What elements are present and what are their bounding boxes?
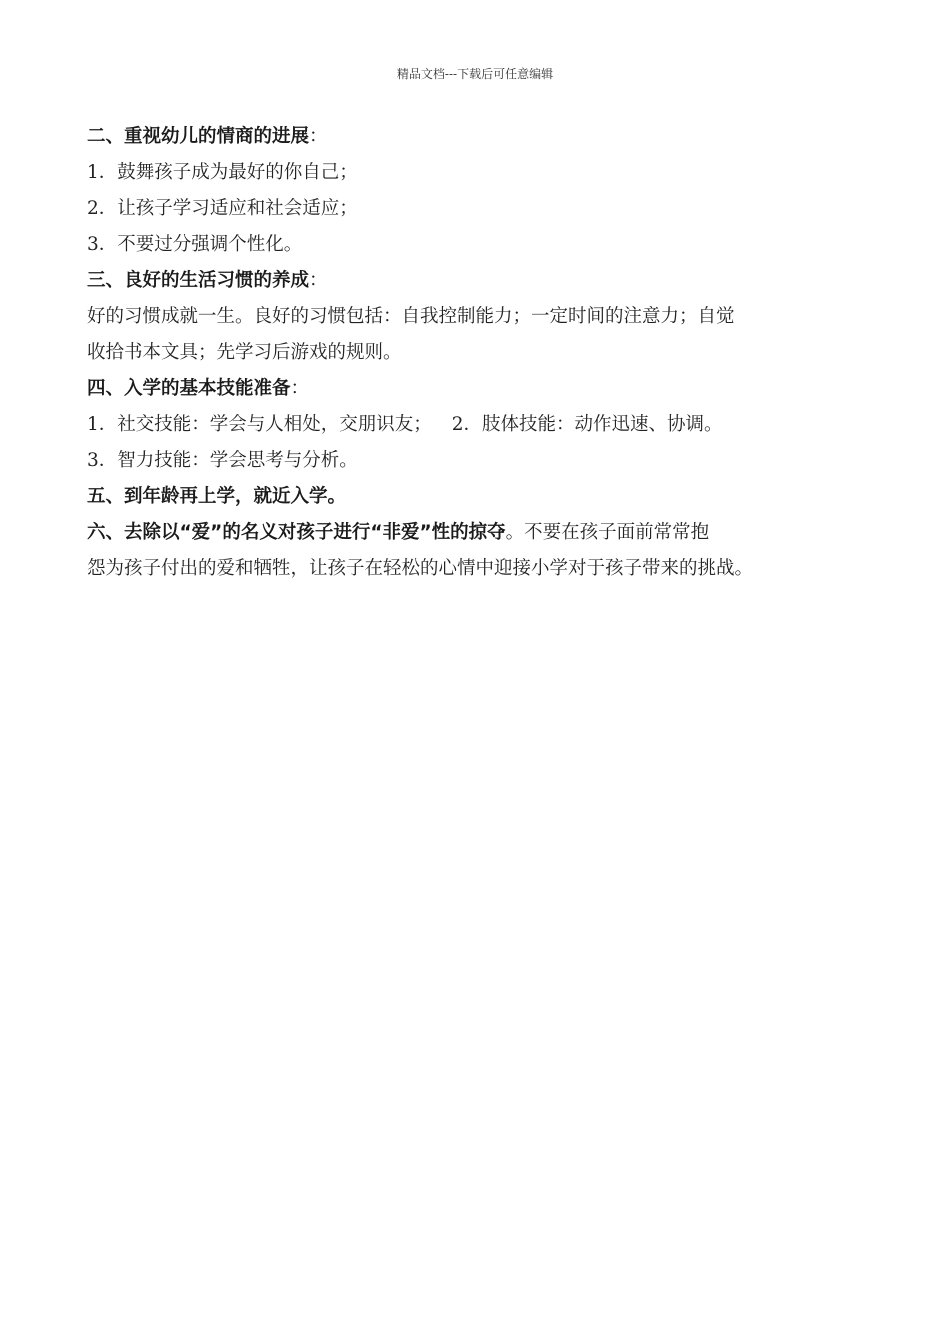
section-4-heading-text: 四、入学的基本技能准备	[87, 378, 291, 399]
section-3-heading-colon: ：	[309, 270, 328, 291]
section-4-heading	[87, 371, 862, 407]
section-2-item-3: 3．不要过分强调个性化。	[87, 234, 303, 255]
section-6-line-1	[87, 515, 862, 551]
section-3-paragraph-line-2: 收拾书本文具；先学习后游戏的规则。	[87, 342, 402, 363]
page-header: 精品文档---下载后可任意编辑	[396, 67, 554, 81]
section-3-paragraph-line-1: 好的习惯成就一生。良好的习惯包括：自我控制能力；一定时间的注意力；自觉	[87, 306, 735, 327]
section-4-heading-colon: ：	[290, 378, 310, 399]
section-2-item-1: 1．鼓舞孩子成为最好的你自己；	[87, 162, 358, 183]
section-4-item-1: 1．社交技能：学会与人相处，交朋识友；	[87, 414, 432, 435]
section-6-heading: 六、去除以“爱”的名义对孩子进行“非爱”性的掠夺	[87, 522, 506, 543]
section-3-heading-text: 三、良好的生活习惯的养成	[87, 270, 310, 291]
document-body	[87, 119, 862, 587]
section-2-heading-colon: ：	[309, 126, 328, 147]
section-2-heading	[87, 119, 862, 155]
section-4-item-2: 2．肢体技能：动作迅速、协调。	[451, 414, 723, 435]
section-6-paragraph-line-2: 怨为孩子付出的爱和牺牲，让孩子在轻松的心情中迎接小学对于孩子带来的挑战。	[87, 558, 754, 579]
section-4-item-3: 3．智力技能：学会思考与分析。	[87, 450, 358, 471]
section-2-item-2: 2．让孩子学习适应和社会适应；	[87, 198, 358, 219]
section-4-items-row-1	[87, 407, 862, 443]
section-3-heading	[87, 263, 862, 299]
section-5-heading: 五、到年龄再上学，就近入学。	[87, 486, 347, 507]
section-2-heading-text: 二、重视幼儿的情商的进展	[87, 126, 310, 147]
section-6-paragraph-start: 。不要在孩子面前常常抱	[505, 522, 710, 543]
